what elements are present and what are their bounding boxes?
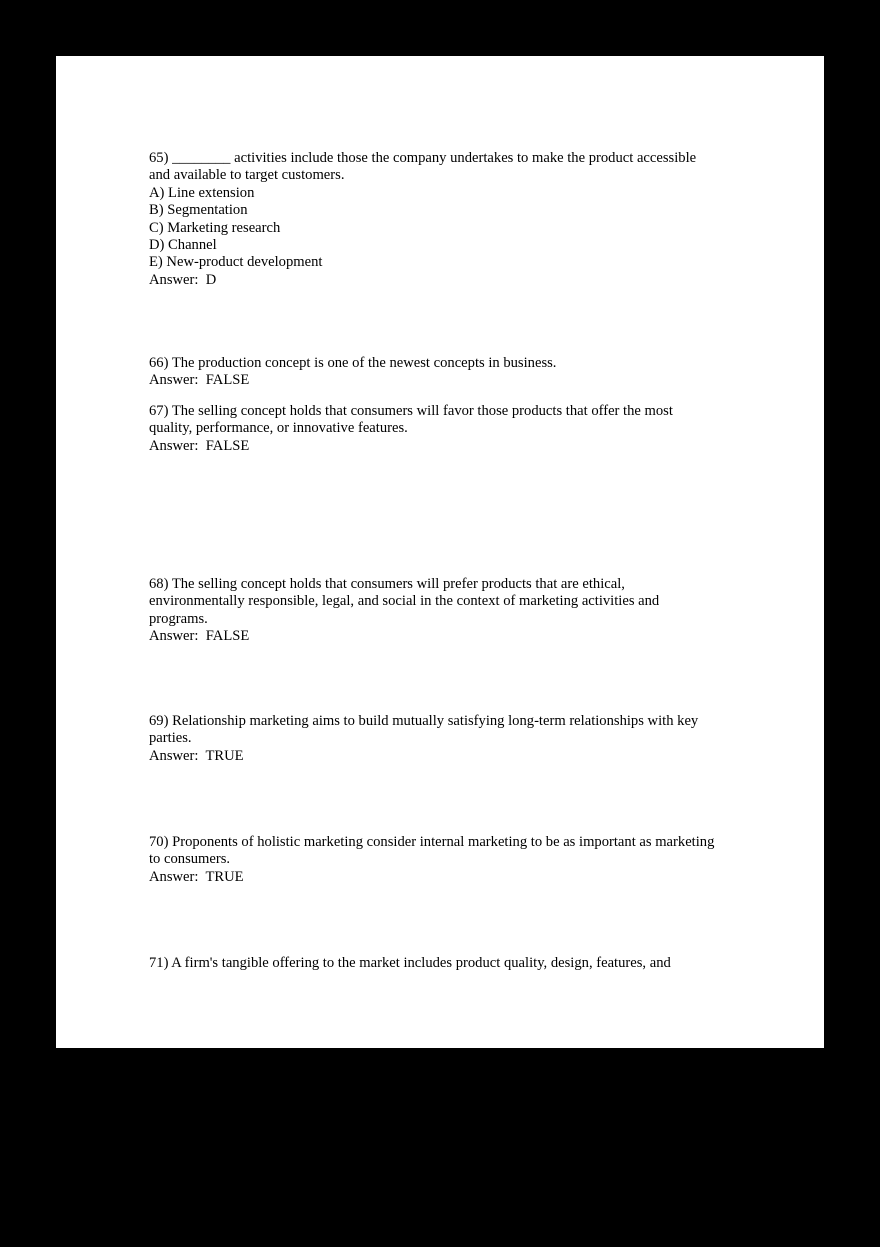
question-65 — [149, 150, 749, 289]
question-text-line: quality, performance, or innovative features. — [149, 420, 408, 437]
question-text-line: 67) The selling concept holds that consumers will favor those products that offer the most — [149, 403, 673, 419]
answer-text: Answer: TRUE — [149, 747, 244, 764]
question-66 — [149, 355, 749, 390]
question-text-line: 70) Proponents of holistic marketing consider internal marketing to be as important as marketing — [149, 834, 715, 850]
question-text-line: parties. — [149, 730, 192, 747]
option-b: B) Segmentation — [149, 202, 248, 219]
question-68 — [149, 576, 749, 646]
question-text-line: and available to target customers. — [149, 167, 345, 184]
answer-text: Answer: FALSE — [149, 437, 250, 454]
question-70 — [149, 834, 749, 886]
question-text-line: 65) ________ activities include those the company undertakes to make the product accessible — [149, 150, 697, 166]
question-text-line: 66) The production concept is one of the newest concepts in business. — [149, 355, 557, 371]
answer-text: Answer: FALSE — [149, 372, 250, 389]
answer-text: Answer: TRUE — [149, 868, 244, 885]
answer-text: Answer: D — [149, 271, 217, 288]
answer-text: Answer: FALSE — [149, 628, 250, 645]
question-text-line: environmentally responsible, legal, and social in the context of marketing activities and — [149, 593, 660, 610]
question-text-line: 68) The selling concept holds that consumers will prefer products that are ethical, — [149, 576, 625, 592]
question-text-line: to consumers. — [149, 851, 231, 868]
option-d: D) Channel — [149, 237, 217, 254]
question-text-line: programs. — [149, 610, 208, 627]
question-69 — [149, 713, 749, 765]
question-text-line: 71) A firm's tangible offering to the market includes product quality, design, features, and — [149, 955, 671, 971]
option-a: A) Line extension — [149, 184, 255, 201]
question-71 — [149, 955, 749, 972]
question-text-line: 69) Relationship marketing aims to build mutually satisfying long-term relationships with key — [149, 713, 699, 729]
option-e: E) New-product development — [149, 254, 323, 271]
question-67 — [149, 403, 749, 455]
option-c: C) Marketing research — [149, 219, 281, 236]
document-page — [56, 56, 824, 1048]
